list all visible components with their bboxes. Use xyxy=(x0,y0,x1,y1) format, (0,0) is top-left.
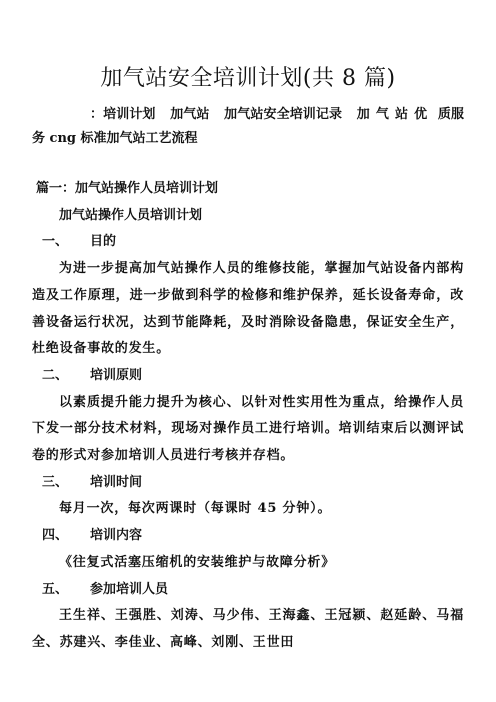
section-number: 五、 xyxy=(42,581,69,597)
keyword-item: 加气站安全培训记录 xyxy=(224,107,343,122)
section-paragraph: 王生祥、王强胜、刘涛、马少伟、王海鑫、王冠颍、赵延龄、马福全、苏建兴、李佳业、高峰、刘刚、王世田 xyxy=(32,608,464,650)
section-title: 篇一：加气站操作人员培训计划 xyxy=(36,181,219,196)
keyword-line-2: 质服务 cng 标准加气站工艺流程 xyxy=(32,107,464,146)
section-paragraph: 以素质提升能力提升为核心、以针对性实用性为重点，给操作人员下发一部分技术材料，现场对操作员工进行培训。培训结束后以测评试卷的形式对参加培训人员进行考核并存档。 xyxy=(32,394,464,464)
section-heading xyxy=(32,229,464,256)
section-heading xyxy=(32,523,464,550)
keyword-prefix: ：培训计划 xyxy=(90,107,156,122)
keyword-item: 加气站优 xyxy=(356,107,434,122)
document-subtitle: 加气站操作人员培训计划 xyxy=(59,207,203,223)
document-body xyxy=(32,176,464,657)
section-paragraph: 为进一步提高加气站操作人员的维修技能，掌握加气站设备内部构造及工作原理，进一步做到科学的检修和维护保养，延长设备寿命，改善设备运行状况，达到节能降耗，及时消除设备隐患，保证安全生产，杜绝设备事故的发生。 xyxy=(32,261,464,357)
section-number: 一、 xyxy=(42,234,69,250)
section-paragraph: 《往复式活塞压缩机的安装维护与故障分析》 xyxy=(59,554,336,570)
section-heading xyxy=(32,470,464,497)
section-heading-text: 培训内容 xyxy=(90,528,143,544)
section-heading xyxy=(32,363,464,390)
section-heading-text: 培训时间 xyxy=(90,474,143,490)
section-heading-text: 目的 xyxy=(90,234,117,250)
section-heading-text: 参加培训人员 xyxy=(90,581,169,597)
keyword-item: 加气站 xyxy=(170,107,210,122)
section-heading-text: 培训原则 xyxy=(90,367,143,383)
keywords-block xyxy=(32,103,464,151)
section-number: 四、 xyxy=(42,528,69,544)
section-paragraph: 每月一次，每次两课时（每课时 45 分钟）。 xyxy=(59,501,332,517)
section-heading xyxy=(32,577,464,604)
section-number: 二、 xyxy=(42,367,69,383)
document-title: 加气站安全培训计划(共 8 篇) xyxy=(100,66,396,91)
section-number: 三、 xyxy=(42,474,69,490)
